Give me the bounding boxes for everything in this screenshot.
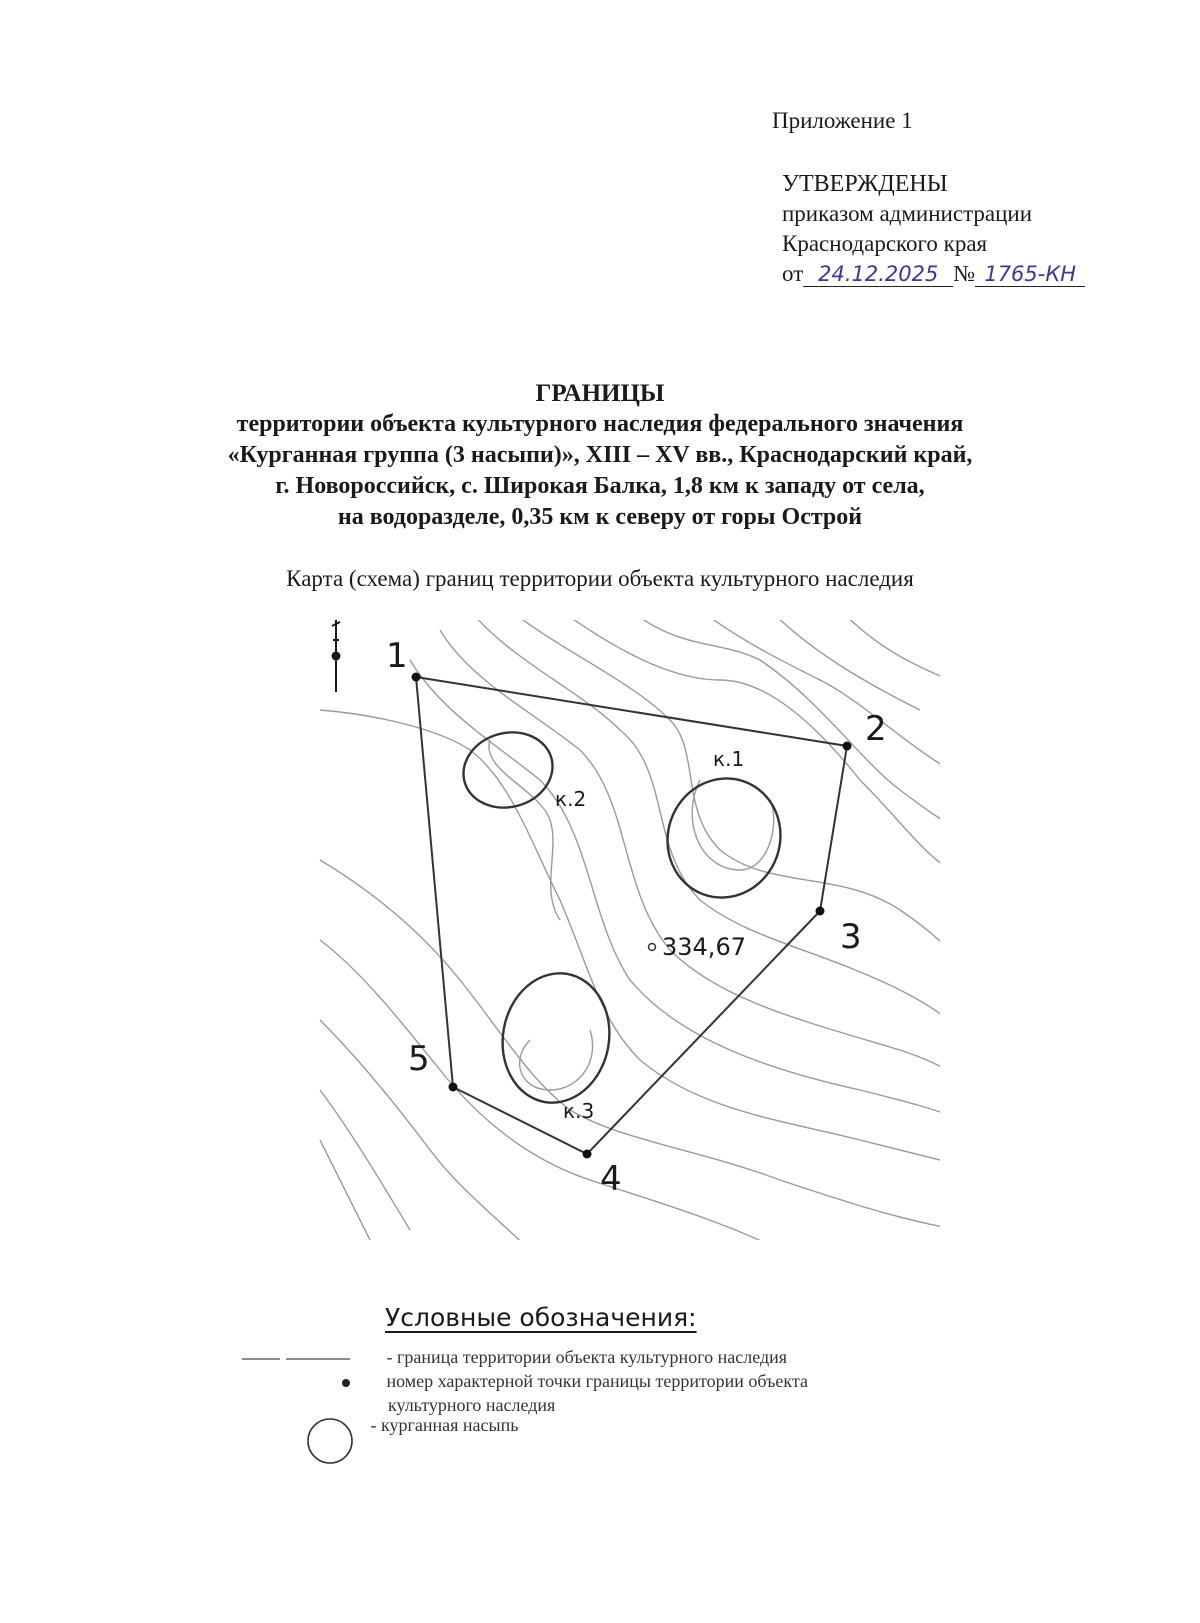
approval-block [782, 169, 1085, 289]
mound-label-k2: к.2 [555, 787, 587, 811]
title-heading: ГРАНИЦЫ [535, 380, 665, 407]
legend-item-boundary [240, 1347, 788, 1369]
document-title [60, 378, 1140, 533]
elevation-point-icon [649, 944, 656, 951]
boundary-point-3 [816, 907, 825, 916]
legend-text: номер характерной точки границы территории объекта [386, 1371, 808, 1391]
point-label-5: 5 [408, 1039, 430, 1079]
legend [240, 1347, 1040, 1477]
title-line: г. Новороссийск, с. Широкая Балка, 1,8 км к западу от села, [275, 473, 925, 499]
order-number: 1765-КН [984, 262, 1077, 286]
legend-title: Условные обозначения: [385, 1303, 697, 1332]
appendix-label: Приложение 1 [772, 108, 913, 133]
legend-item-mound [304, 1415, 519, 1467]
point-label-3: 3 [840, 917, 862, 957]
number-prefix: № [953, 261, 976, 286]
mound-label-k3: к.3 [563, 1099, 595, 1123]
boundary-point-1 [412, 673, 421, 682]
elevation-label: 334,67 [662, 933, 746, 961]
legend-item-point [336, 1371, 808, 1415]
order-date: 24.12.2025 [818, 262, 939, 286]
map-subtitle: Карта (схема) границ территории объекта культурного наследия [286, 566, 914, 591]
boundary-point-4 [583, 1150, 592, 1159]
order-line-2: Краснодарского края [782, 231, 988, 256]
title-line: территории объекта культурного наследия федерального значения [236, 411, 964, 437]
point-label-1: 1 [386, 636, 408, 676]
approved-heading: УТВЕРЖДЕНЫ [782, 171, 948, 197]
north-arrow-icon [332, 620, 340, 692]
title-line: «Курганная группа (3 насыпи)», XIII – XV вв., Краснодарский край, [227, 442, 973, 468]
legend-text: - граница территории объекта культурного наследия [386, 1347, 788, 1367]
point-icon [336, 1373, 356, 1393]
point-label-2: 2 [865, 709, 887, 749]
mound-label-k1: к.1 [713, 747, 745, 771]
point-label-4: 4 [600, 1159, 622, 1199]
mound-k2 [455, 723, 561, 818]
order-date-line [782, 259, 1085, 289]
territory-boundary [416, 677, 847, 1154]
boundary-map [300, 620, 940, 1260]
boundary-line-icon [240, 1349, 360, 1369]
order-line-1: приказом администрации [782, 201, 1033, 226]
boundary-point-5 [449, 1083, 458, 1092]
boundary-point-2 [843, 742, 852, 751]
mound-k1 [651, 762, 797, 913]
title-line: на водоразделе, 0,35 км к северу от горы Острой [337, 504, 863, 530]
circle-icon [304, 1415, 356, 1467]
legend-text: культурного наследия [388, 1394, 556, 1415]
date-prefix: от [782, 261, 804, 286]
legend-text: - курганная насыпь [370, 1415, 519, 1436]
